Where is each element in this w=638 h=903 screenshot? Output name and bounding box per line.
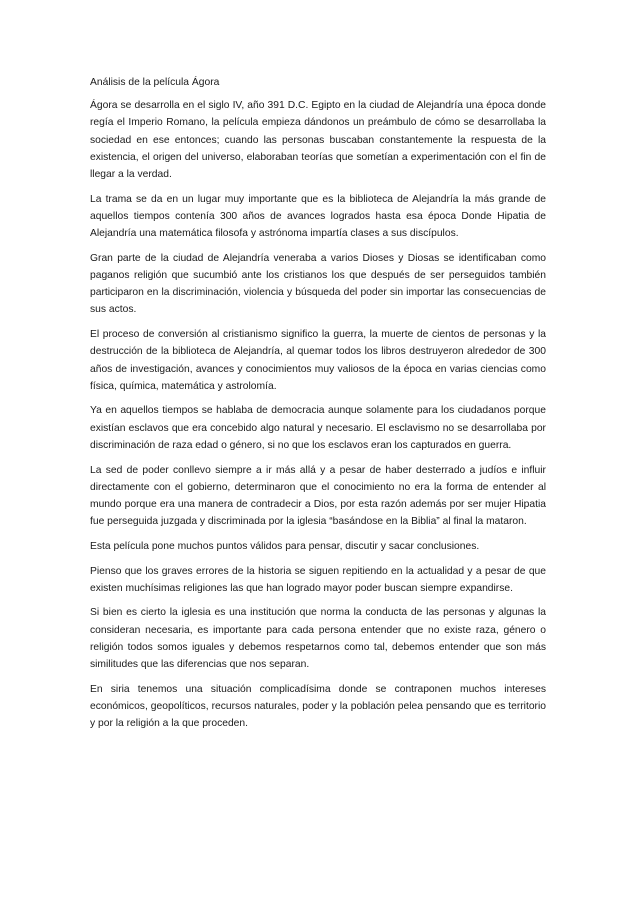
paragraph-6: La sed de poder conllevo siempre a ir más allá y a pesar de haber desterrado a judíos e influir directamente con el gobierno, determinaron que el conocimiento no era la forma de entender al mundo porque era una manera de contradecir a Dios, por esta razón además por ser mujer Hipatia fue perseguida juzgada y discriminada por la iglesia “basándose en la Biblia” al final la mataron.	[90, 464, 546, 528]
paragraph-5: Ya en aquellos tiempos se hablaba de democracia aunque solamente para los ciudadanos porque existían esclavos que era concebido algo natural y necesario. El esclavismo no se desarrollaba por discriminación de raza edad o género, si no que los esclavos eran los capturados en guerra.	[90, 405, 546, 451]
paragraph-10: En siria tenemos una situación complicadísima donde se contraponen muchos intereses económicos, geopolíticos, recursos naturales, poder y la población pelea pensando que es territorio y por la religión a la que proceden.	[90, 683, 546, 730]
paragraph-1: Ágora se desarrolla en el siglo IV, año 391 D.C. Egipto en la ciudad de Alejandría una época donde regía el Imperio Romano, la película empieza dándonos un preámbulo de cómo se desarrollaba la sociedad en ese entonces; cuando las personas buscaban constantemente la respuesta de la existencia, el origen del universo, elaboraban teorías que sometían a experimentación con el fin de llegar a la verdad.	[90, 100, 546, 181]
paragraph-8: Pienso que los graves errores de la historia se siguen repitiendo en la actualidad y a pesar de que existen muchísimas religiones las que han logrado mayor poder buscan siempre expandirse.	[90, 565, 546, 594]
paragraph-7: Esta película pone muchos puntos válidos para pensar, discutir y sacar conclusiones.	[90, 540, 480, 552]
document-title: Análisis de la película Ágora	[90, 77, 220, 88]
paragraph-2: La trama se da en un lugar muy importante que es la biblioteca de Alejandría la más grande de aquellos tiempos contenía 300 años de avances logrados hasta esa época Donde Hipatia de Alejandría una matemática filosofa y astrónoma impartía clases a sus discípulos.	[90, 193, 546, 240]
paragraph-3: Gran parte de la ciudad de Alejandría veneraba a varios Dioses y Diosas se identificaban como paganos religión que sucumbió ante los cristianos los que después de ser perseguidos también participaron en la discriminación, violencia y búsqueda del poder sin importar las consecuencias de sus actos.	[90, 252, 546, 316]
document-page	[90, 74, 546, 740]
paragraph-4: El proceso de conversión al cristianismo significo la guerra, la muerte de cientos de personas y la destrucción de la biblioteca de Alejandría, al quemar todos los libros destruyeron alrededor de 300 años de investigación, avances y conocimientos muy valiosos de la época en varias ciencias como física, química, matemática y astrolomía.	[90, 329, 546, 392]
paragraph-9: Si bien es cierto la iglesia es una institución que norma la conducta de las personas y algunas la consideran necesaria, es importante para cada persona entender que no existe raza, género o religión todos somos iguales y debemos respetarnos como tal, debemos entender que son más similitudes que las diferencias que nos separan.	[90, 607, 546, 671]
